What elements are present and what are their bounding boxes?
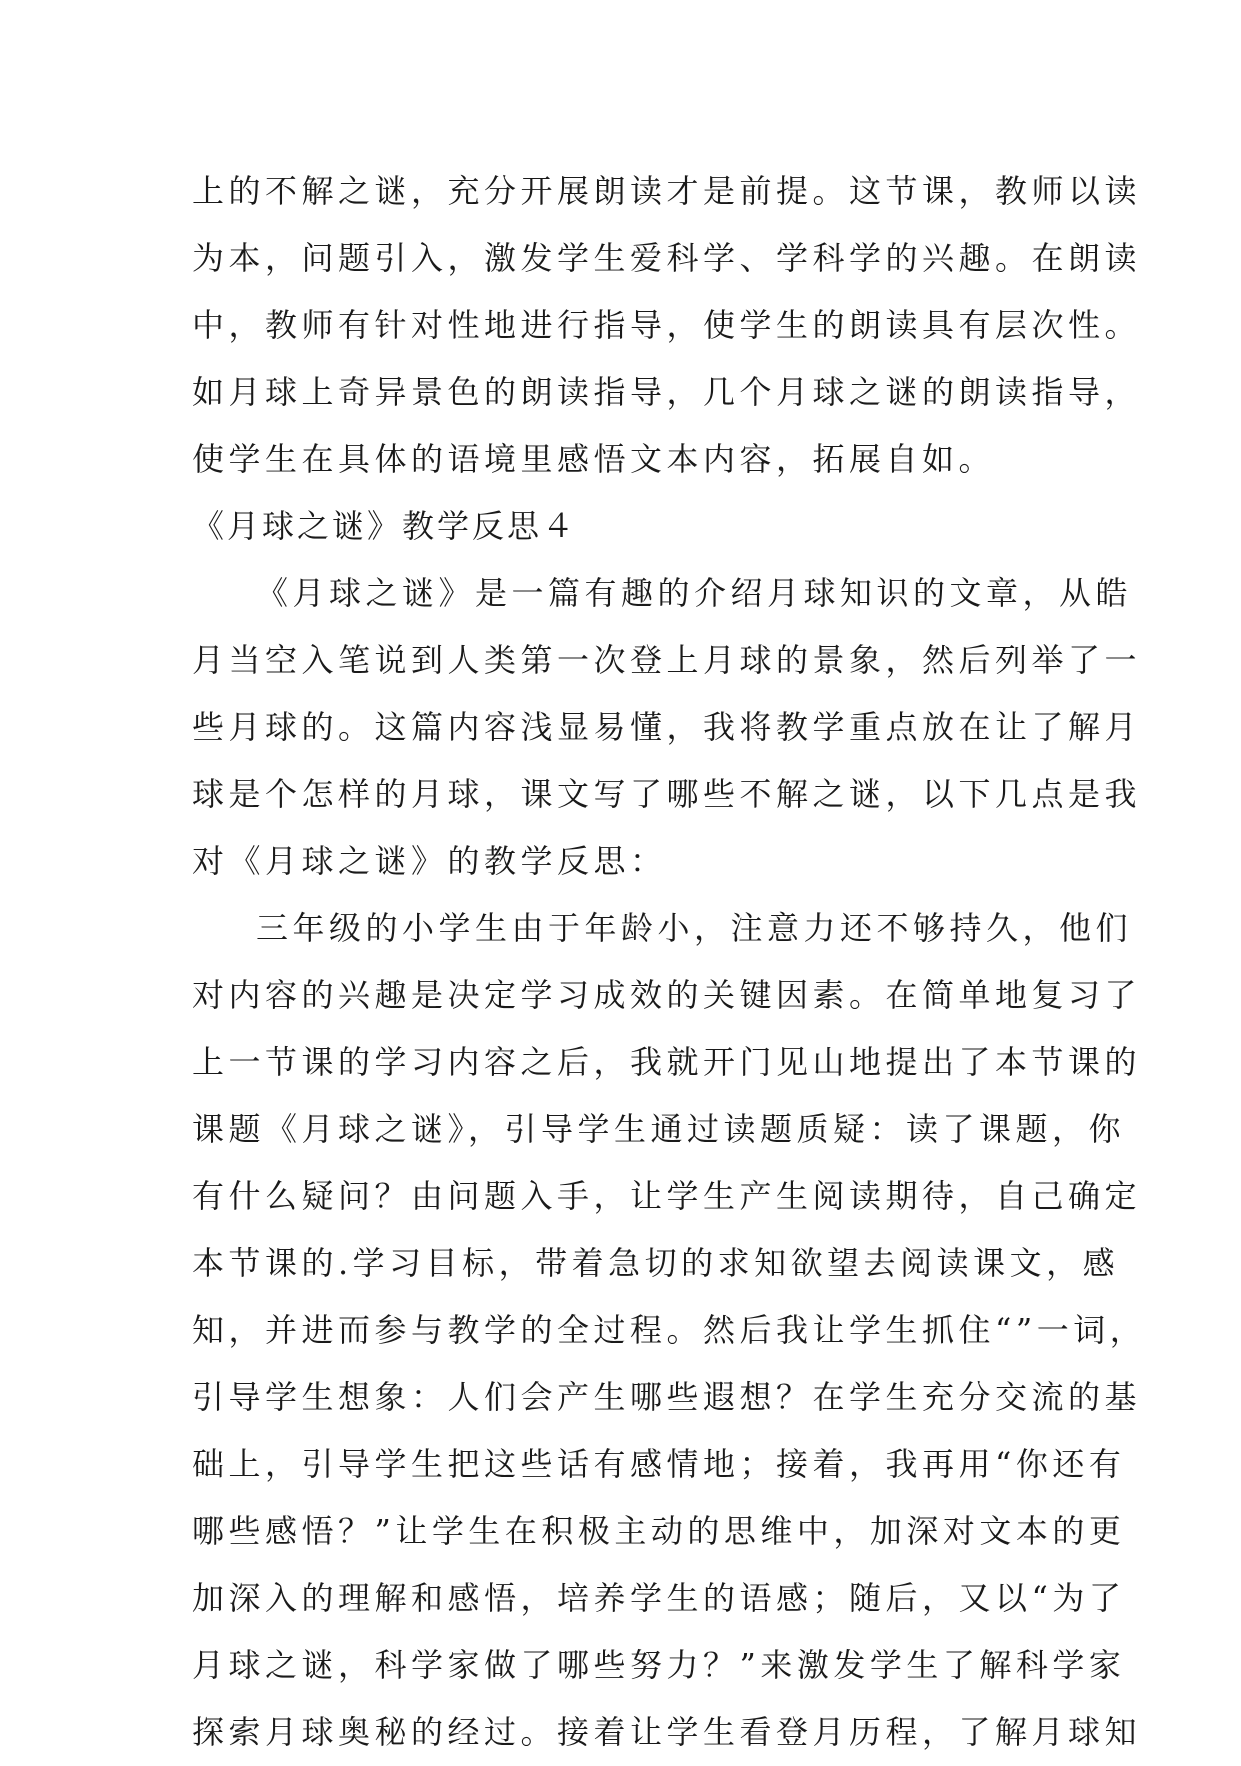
text-line: 为本，问题引入，激发学生爱科学、学科学的兴趣。在朗读	[192, 239, 1142, 277]
text-line: 些月球的。这篇内容浅显易懂，我将教学重点放在让了解月	[192, 708, 1142, 746]
text-line: 哪些感悟？”让学生在积极主动的思维中，加深对文本的更	[192, 1512, 1126, 1550]
text-line: 三年级的小学生由于年龄小，注意力还不够持久，他们	[256, 909, 1133, 947]
paragraph-2	[192, 895, 1147, 1766]
text-line: 如月球上奇异景色的朗读指导，几个月球之谜的朗读指导，	[192, 373, 1142, 411]
text-line: 对内容的兴趣是决定学习成效的关键因素。在简单地复习了	[192, 976, 1142, 1014]
text-line: 引导学生想象：人们会产生哪些遐想？在学生充分交流的基	[192, 1378, 1142, 1416]
text-line: 月当空入笔说到人类第一次登上月球的景象，然后列举了一	[192, 641, 1142, 679]
text-line: 上的不解之谜，充分开展朗读才是前提。这节课，教师以读	[192, 172, 1142, 210]
document-body	[192, 158, 1147, 1766]
text-line: 有什么疑问？由问题入手，让学生产生阅读期待，自己确定	[192, 1177, 1142, 1215]
text-line: 《月球之谜》是一篇有趣的介绍月球知识的文章，从皓	[256, 574, 1133, 612]
text-line: 球是个怎样的月球，课文写了哪些不解之谜，以下几点是我	[192, 775, 1142, 813]
text-line: 加深入的理解和感悟，培养学生的语感；随后，又以“为了	[192, 1579, 1126, 1617]
section-title: 《月球之谜》教学反思４	[192, 507, 578, 545]
text-line: 知，并进而参与教学的全过程。然后我让学生抓住“”一词，	[192, 1311, 1147, 1349]
text-line: 月球之谜，科学家做了哪些努力？”来激发学生了解科学家	[192, 1646, 1126, 1684]
text-line: 中，教师有针对性地进行指导，使学生的朗读具有层次性。	[192, 306, 1142, 344]
text-line: 课题《月球之谜》，引导学生通过读题质疑：读了课题，你	[192, 1110, 1126, 1148]
paragraph-1	[192, 560, 1142, 895]
text-line: 使学生在具体的语境里感悟文本内容，拓展自如。	[192, 440, 996, 478]
text-line: 本节课的.学习目标，带着急切的求知欲望去阅读课文，感	[192, 1244, 1120, 1282]
text-line: 探索月球奥秘的经过。接着让学生看登月历程，了解月球知	[192, 1713, 1142, 1751]
text-line: 上一节课的学习内容之后，我就开门见山地提出了本节课的	[192, 1043, 1142, 1081]
text-line: 对《月球之谜》的教学反思：	[192, 842, 667, 880]
text-line: 础上，引导学生把这些话有感情地；接着，我再用“你还有	[192, 1445, 1126, 1483]
intro-paragraph	[192, 158, 1142, 493]
